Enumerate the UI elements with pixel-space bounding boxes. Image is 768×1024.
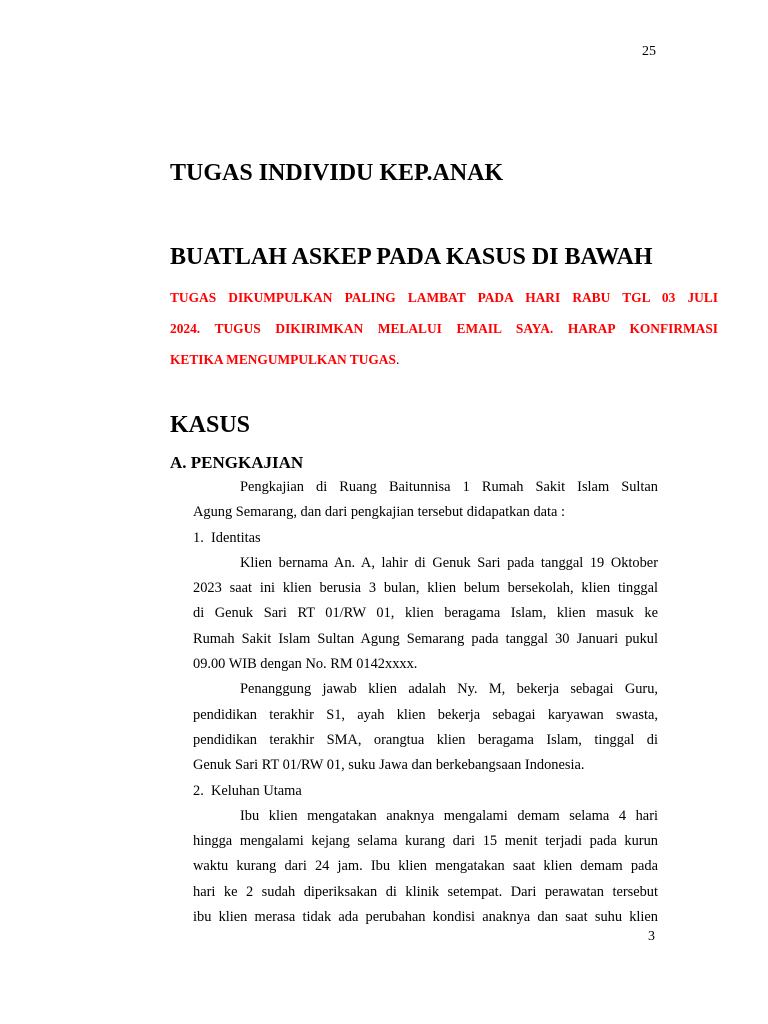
next-page-marker-text: 3 xyxy=(648,929,655,944)
page-number: 25 xyxy=(642,44,656,59)
paragraph-line: di Genuk Sari RT 01/RW 01, klien beragama Islam, klien masuk ke xyxy=(193,605,658,622)
list-item-keluhan-utama xyxy=(193,779,658,804)
document-subtitle: BUATLAH ASKEP PADA KASUS DI BAWAH xyxy=(170,244,653,270)
paragraph-line: ibu klien merasa tidak ada perubahan kondisi anaknya dan saat suhu klien xyxy=(193,909,658,926)
paragraph-line: hingga mengalami kejang selama kurang dari 15 menit terjadi pada kurun xyxy=(193,833,658,850)
kasus-heading: KASUS xyxy=(170,412,251,438)
list-item-number: 1. xyxy=(193,529,204,546)
paragraph-line: 09.00 WIB dengan No. RM 0142xxxx. xyxy=(193,656,418,673)
paragraph-line: Ibu klien mengatakan anaknya mengalami demam selama 4 hari xyxy=(240,807,658,824)
instruction-line-text: KETIKA MENGUMPULKAN TUGAS xyxy=(170,352,396,367)
paragraph-line: hari ke 2 sudah diperiksakan di klinik setempat. Dari perawatan tersebut xyxy=(193,883,658,900)
list-item-identitas xyxy=(193,526,658,551)
paragraph-line: pendidikan terakhir SMA, orangtua klien beragama Islam, tinggal di xyxy=(193,731,658,748)
instruction-period: . xyxy=(395,352,400,367)
paragraph-line: Klien bernama An. A, lahir di Genuk Sari pada tanggal 19 Oktober xyxy=(240,554,658,571)
paragraph-line: pendidikan terakhir S1, ayah klien bekerja sebagai karyawan swasta, xyxy=(193,706,658,723)
paragraph-line: Genuk Sari RT 01/RW 01, suku Jawa dan berkebangsaan Indonesia. xyxy=(193,757,585,774)
list-item-title: Identitas xyxy=(211,529,261,546)
section-heading-pengkajian: A. PENGKAJIAN xyxy=(170,453,304,472)
instruction-line: TUGAS DIKUMPULKAN PALING LAMBAT PADA HARI RABU TGL 03 JULI xyxy=(170,290,718,305)
next-page-marker xyxy=(648,928,658,944)
paragraph-line: 2023 saat ini klien berusia 3 bulan, klien belum bersekolah, klien tinggal xyxy=(193,580,658,597)
intro-line: Agung Semarang, dan dari pengkajian tersebut didapatkan data : xyxy=(193,504,566,521)
instruction-line: 2024. TUGUS DIKIRIMKAN MELALUI EMAIL SAYA. HARAP KONFIRMASI xyxy=(170,321,718,336)
submission-instruction xyxy=(170,282,718,375)
list-item-title: Keluhan Utama xyxy=(211,782,302,799)
paragraph-line: waktu kurang dari 24 jam. Ibu klien mengatakan saat klien demam pada xyxy=(193,858,658,875)
paragraph-line: Rumah Sakit Islam Sultan Agung Semarang pada tanggal 30 Januari pukul xyxy=(193,630,658,647)
intro-line: Pengkajian di Ruang Baitunnisa 1 Rumah Sakit Islam Sultan xyxy=(240,479,658,495)
instruction-line xyxy=(170,344,718,375)
list-item-number: 2. xyxy=(193,782,204,799)
pengkajian-body xyxy=(193,475,658,930)
document-title: TUGAS INDIVIDU KEP.ANAK xyxy=(170,160,504,186)
paragraph-line: Penanggung jawab klien adalah Ny. M, bekerja sebagai Guru, xyxy=(240,681,658,698)
